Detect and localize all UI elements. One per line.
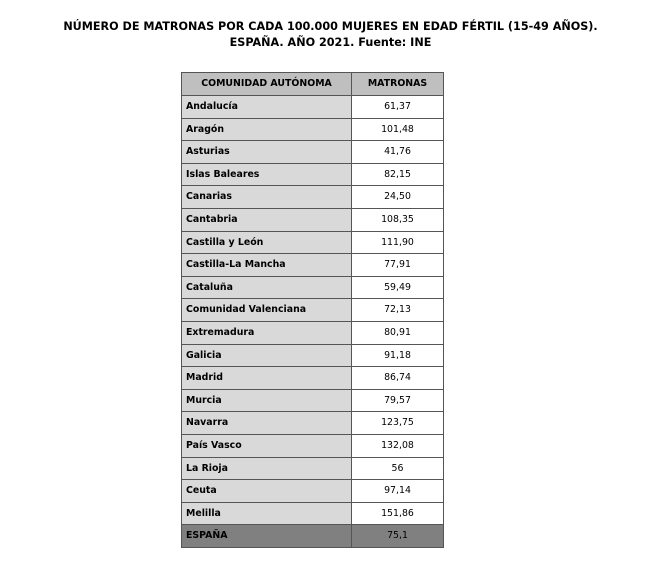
table-row — [182, 276, 444, 299]
region-cell: Ceuta — [182, 480, 352, 503]
region-cell: Navarra — [182, 412, 352, 435]
region-cell: Galicia — [182, 344, 352, 367]
table-row-total — [182, 525, 444, 548]
value-cell: 111,90 — [352, 231, 444, 254]
region-cell: Castilla y León — [182, 231, 352, 254]
table-row — [182, 96, 444, 119]
value-cell: 123,75 — [352, 412, 444, 435]
region-cell: Murcia — [182, 389, 352, 412]
table-row — [182, 434, 444, 457]
region-cell: La Rioja — [182, 457, 352, 480]
value-cell: 132,08 — [352, 434, 444, 457]
value-cell: 61,37 — [352, 96, 444, 119]
value-cell: 151,86 — [352, 502, 444, 525]
region-cell: Aragón — [182, 118, 352, 141]
value-cell: 79,57 — [352, 389, 444, 412]
value-cell: 56 — [352, 457, 444, 480]
title-line-1: NÚMERO DE MATRONAS POR CADA 100.000 MUJERES EN EDAD FÉRTIL (15-49 AÑOS). — [63, 20, 598, 33]
region-cell: Madrid — [182, 367, 352, 390]
region-cell: Islas Baleares — [182, 163, 352, 186]
region-cell: Extremadura — [182, 321, 352, 344]
value-cell: 82,15 — [352, 163, 444, 186]
value-cell: 24,50 — [352, 186, 444, 209]
table-row — [182, 344, 444, 367]
table-row — [182, 186, 444, 209]
table-row — [182, 502, 444, 525]
table-row — [182, 367, 444, 390]
table-row — [182, 412, 444, 435]
region-cell: Castilla-La Mancha — [182, 254, 352, 277]
region-cell: Andalucía — [182, 96, 352, 119]
table-row — [182, 480, 444, 503]
value-cell: 91,18 — [352, 344, 444, 367]
midwives-table — [181, 72, 444, 548]
value-cell: 101,48 — [352, 118, 444, 141]
table-header-row — [182, 73, 444, 96]
total-region: ESPAÑA — [182, 525, 352, 548]
region-cell: Cataluña — [182, 276, 352, 299]
table-row — [182, 163, 444, 186]
title-line-2: ESPAÑA. AÑO 2021. Fuente: INE — [229, 36, 432, 49]
value-cell: 77,91 — [352, 254, 444, 277]
value-cell: 59,49 — [352, 276, 444, 299]
region-cell: Cantabria — [182, 208, 352, 231]
region-cell: Canarias — [182, 186, 352, 209]
document-title — [0, 19, 661, 51]
table-row — [182, 389, 444, 412]
table-row — [182, 457, 444, 480]
header-region: COMUNIDAD AUTÓNOMA — [182, 73, 352, 96]
value-cell: 80,91 — [352, 321, 444, 344]
value-cell: 41,76 — [352, 141, 444, 164]
value-cell: 72,13 — [352, 299, 444, 322]
table-row — [182, 118, 444, 141]
value-cell: 97,14 — [352, 480, 444, 503]
region-cell: Comunidad Valenciana — [182, 299, 352, 322]
table-row — [182, 231, 444, 254]
total-value: 75,1 — [352, 525, 444, 548]
value-cell: 86,74 — [352, 367, 444, 390]
table-row — [182, 321, 444, 344]
region-cell: País Vasco — [182, 434, 352, 457]
value-cell: 108,35 — [352, 208, 444, 231]
table-row — [182, 299, 444, 322]
table-row — [182, 254, 444, 277]
table-body — [182, 96, 444, 548]
table-row — [182, 208, 444, 231]
table-row — [182, 141, 444, 164]
header-value: MATRONAS — [352, 73, 444, 96]
region-cell: Asturias — [182, 141, 352, 164]
region-cell: Melilla — [182, 502, 352, 525]
